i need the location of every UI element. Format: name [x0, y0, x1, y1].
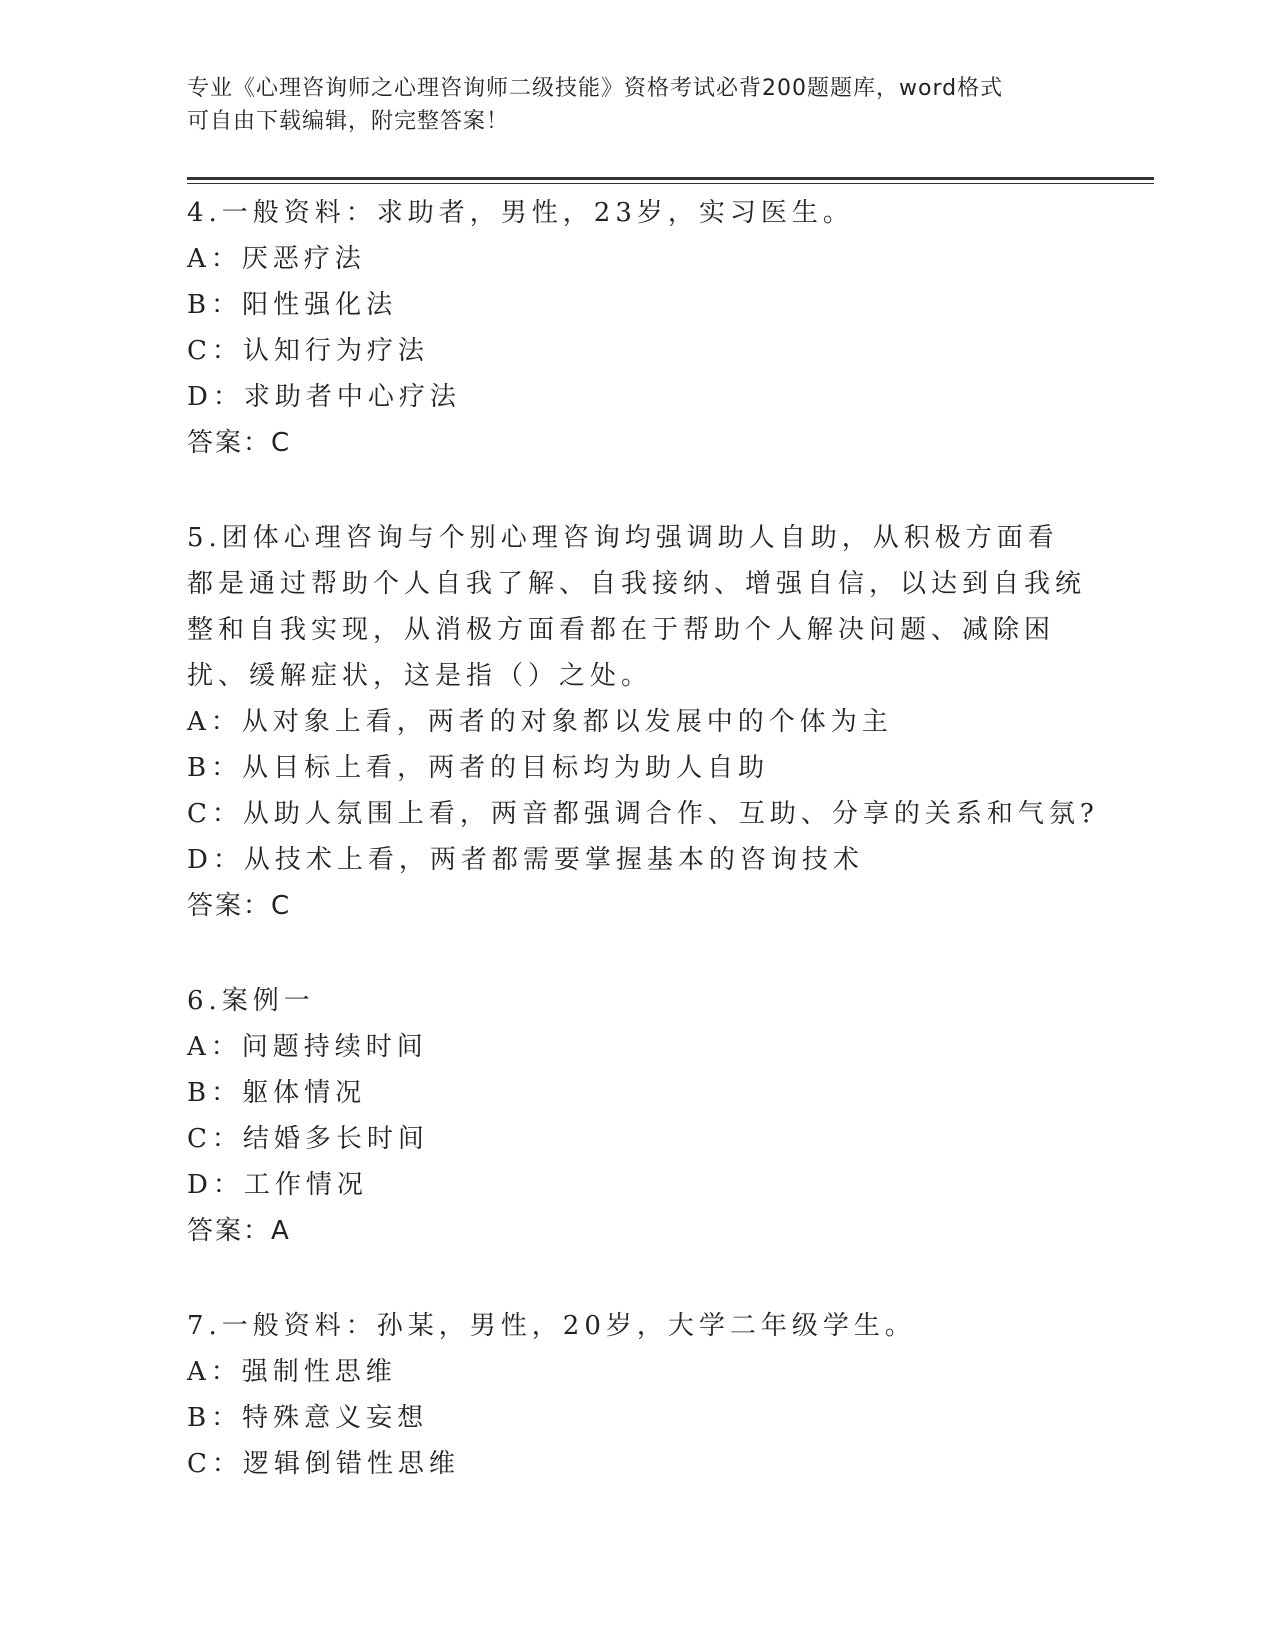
question-5	[187, 515, 1099, 929]
document-header	[187, 72, 1067, 138]
question-6	[187, 978, 1087, 1254]
question-text: 7.一般资料：孙某，男性，20岁，大学二年级学生。	[187, 1311, 916, 1341]
answer-line: 答案：C	[187, 428, 292, 458]
answer-line: 答案：C	[187, 891, 292, 921]
question-text: 5.团体心理咨询与个别心理咨询均强调助人自助，从积极方面看都是通过帮助个人自我了解、自我接纳、增强自信，以达到自我统整和自我实现，从消极方面看都在于帮助个人解决问题、减除困扰、缓解症状，这是指（）之处。	[187, 523, 1087, 691]
option-c: C：从助人氛围上看，两音都强调合作、互助、分享的关系和气氛?	[187, 799, 1099, 829]
option-c: C：结婚多长时间	[187, 1124, 429, 1154]
question-4	[187, 190, 1087, 466]
option-d: D：从技术上看，两者都需要掌握基本的咨询技术	[187, 845, 864, 875]
answer-line: 答案：A	[187, 1216, 291, 1246]
option-b: B：躯体情况	[187, 1078, 367, 1108]
question-list	[187, 190, 1099, 1536]
header-line-1: 专业《心理咨询师之心理咨询师二级技能》资格考试必背200题题库，word格式	[187, 76, 1004, 101]
option-c: C：认知行为疗法	[187, 336, 429, 366]
option-b: B：阳性强化法	[187, 290, 398, 320]
option-d: D：求助者中心疗法	[187, 382, 461, 412]
option-a: A：从对象上看，两者的对象都以发展中的个体为主	[187, 707, 893, 737]
option-c: C：逻辑倒错性思维	[187, 1449, 460, 1479]
option-d: D：工作情况	[187, 1170, 368, 1200]
header-line-2: 可自由下载编辑，附完整答案！	[187, 109, 510, 134]
option-a: A：厌恶疗法	[187, 244, 366, 274]
question-text: 4.一般资料：求助者，男性，23岁，实习医生。	[187, 198, 854, 228]
question-text: 6.案例一	[187, 986, 315, 1016]
question-7	[187, 1303, 1087, 1487]
option-b: B：特殊意义妄想	[187, 1403, 429, 1433]
option-b: B：从目标上看，两者的目标均为助人自助	[187, 753, 770, 783]
header-divider-thick	[187, 177, 1154, 180]
option-a: A：强制性思维	[187, 1357, 397, 1387]
option-a: A：问题持续时间	[187, 1032, 428, 1062]
header-divider-thin	[187, 183, 1154, 184]
